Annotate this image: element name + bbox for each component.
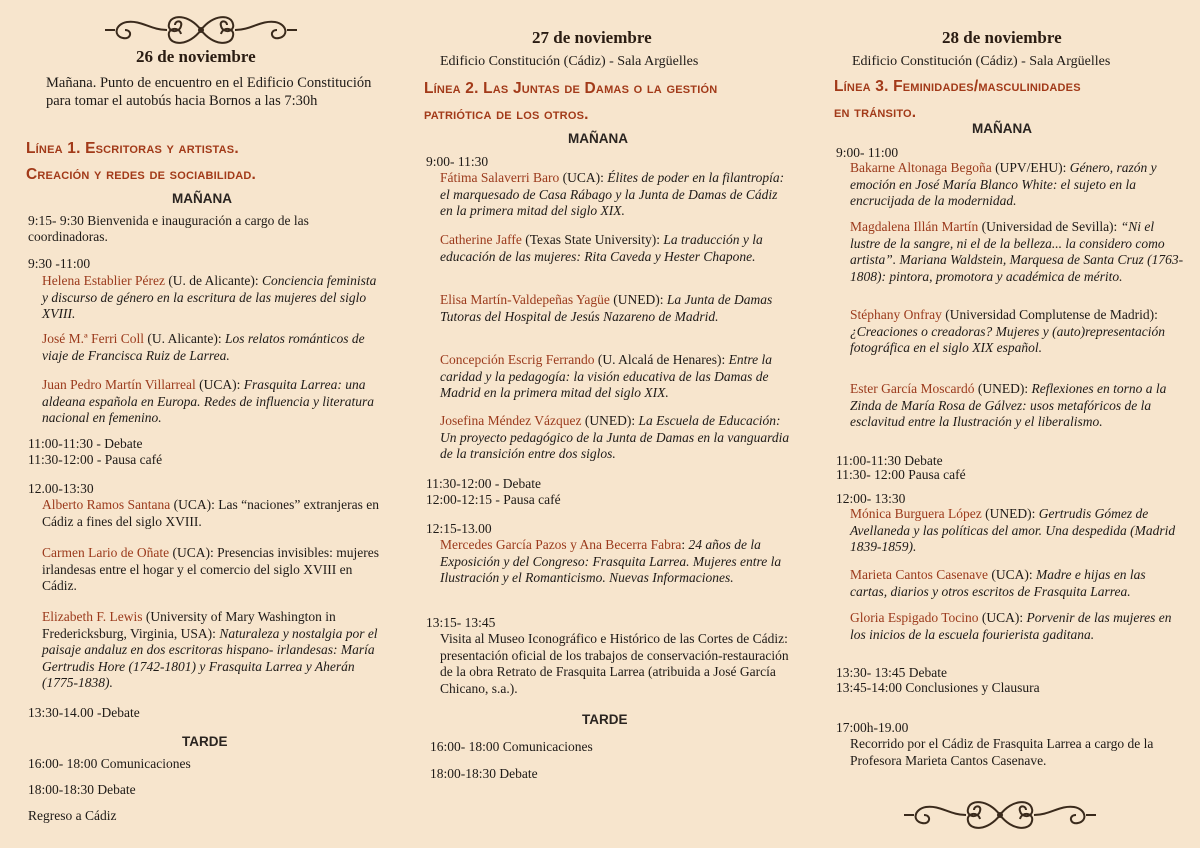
speaker: Elisa Martín-Valdepeñas Yagüe	[440, 292, 610, 307]
talk-item: Mercedes García Pazos y Ana Becerra Fabra: 24 años de la Exposición y del Congreso: Frasquita Larrea. Mujeres entre la Ilustración y el Romanticismo. Nuevas Informaciones.	[440, 537, 782, 585]
speaker: Juan Pedro Martín Villarreal	[42, 377, 196, 392]
talk-item: Josefina Méndez Vázquez (UNED): La Escuela de Educación: Un proyecto pedagógico de la Junta de Damas en la vanguardia de la transición entre dos siglos.	[440, 413, 790, 461]
speaker: Josefina Méndez Vázquez	[440, 413, 582, 428]
schedule-time: 9:00- 11:00	[836, 145, 899, 160]
linea-heading: Línea 2. Las Juntas de Damas o la gestión patriótica de los otros.	[424, 80, 718, 123]
talk-item: Mónica Burguera López (UNED): Gertrudis Gómez de Avellaneda y las políticas del amor. Una despedida (Madrid 1839-1859).	[850, 506, 1176, 554]
tarde-heading: TARDE	[582, 712, 628, 727]
day-title: 26 de noviembre	[136, 47, 256, 66]
talk-item: Elizabeth F. Lewis (University of Mary Washington in Fredericksburg, Virginia, USA): Naturaleza y nostalgia por el paisaje andaluz en dos escritoras hispano- irlandesas: María Gertrudis Hore (1742-1801) y Frasquita Larrea y Aherán (1775-1838).	[42, 609, 378, 690]
talk-item: Bakarne Altonaga Begoña (UPV/EHU): Género, razón y emoción en José María Blanco White: el sujeto en la encrucijada de la modernidad.	[850, 160, 1157, 208]
schedule-time: 13:45-14:00 Conclusiones y Clausura	[836, 680, 1040, 695]
speaker: Mónica Burguera López	[850, 506, 982, 521]
schedule-time: 12:00- 13:30	[836, 491, 906, 506]
column-day-27	[424, 0, 794, 848]
schedule-time: 17:00h-19.00	[836, 720, 909, 735]
speaker: Mercedes García Pazos y Ana Becerra Fabra	[440, 537, 682, 552]
venue-text: Edificio Constitución (Cádiz) - Sala Argüelles	[852, 54, 1111, 69]
column-day-26	[26, 0, 386, 848]
speaker: Magdalena Illán Martín	[850, 219, 979, 234]
talk-item: Ester García Moscardó (UNED): Reflexiones en torno a la Zinda de María Rosa de Gálvez: usos metafóricos de la esclavitud entre la Ilustración y el liberalismo.	[850, 381, 1167, 429]
talk-item: Stéphany Onfray (Universidad Complutense de Madrid):¿Creaciones o creadoras? Mujeres y (auto)representación fotográfica en el siglo XIX español.	[850, 307, 1166, 355]
linea-heading: Línea 1. Escritoras y artistas. Creación y redes de sociabilidad.	[26, 140, 257, 183]
schedule-time: Regreso a Cádiz	[28, 808, 117, 823]
talk-item: Catherine Jaffe (Texas State University): La traducción y la educación de las mujeres: Rita Caveda y Hester Chapone.	[440, 232, 763, 264]
day-title: 27 de noviembre	[532, 28, 652, 47]
schedule-time: 18:00-18:30 Debate	[28, 782, 136, 797]
schedule-time: 16:00- 18:00 Comunicaciones	[430, 739, 593, 754]
schedule-time: 13:15- 13:45	[426, 615, 496, 630]
schedule-time: 13:30- 13:45 Debate	[836, 665, 947, 680]
event-description: Visita al Museo Iconográfico e Histórico de las Cortes de Cádiz: presentación oficial de los trabajos de conservación-restauración de la obra Retrato de Frasquita Larrea (atribuida a José García Chicano, s.a.).	[440, 631, 789, 696]
schedule-time: 13:30-14.00 -Debate	[28, 705, 140, 720]
speaker: Marieta Cantos Casenave	[850, 567, 988, 582]
schedule-time: 12:00-12:15 - Pausa café	[426, 492, 561, 507]
schedule-time: 9:30 -11:00	[28, 256, 91, 271]
event-description: Recorrido por el Cádiz de Frasquita Larrea a cargo de la Profesora Marieta Cantos Casenave.	[850, 736, 1154, 768]
linea-heading: Línea 3. Feminidades/masculinidades en tránsito.	[834, 78, 1081, 121]
manana-heading: MAÑANA	[172, 191, 232, 206]
speaker: Alberto Ramos Santana	[42, 497, 171, 512]
speaker: José M.ª Ferri Coll	[42, 331, 144, 346]
speaker: Gloria Espigado Tocino	[850, 610, 979, 625]
schedule-time: 11:00-11:30 Debate	[836, 453, 943, 468]
talk-item: Helena Establier Pérez (U. de Alicante): Conciencia feminista y discurso de género en la escritura de las mujeres del siglo XVIII.	[42, 273, 377, 321]
speaker: Fátima Salaverri Baro	[440, 170, 560, 185]
schedule-time: 11:30- 12:00 Pausa café	[836, 467, 966, 482]
schedule-time: 11:30-12:00 - Debate	[426, 476, 541, 491]
speaker: Helena Establier Pérez	[42, 273, 165, 288]
schedule-time: 18:00-18:30 Debate	[430, 766, 538, 781]
manana-heading: MAÑANA	[568, 131, 628, 146]
day-title: 28 de noviembre	[942, 28, 1062, 47]
talk-item: Elisa Martín-Valdepeñas Yagüe (UNED): La Junta de Damas Tutoras del Hospital de Jesús Nazareno de Madrid.	[440, 292, 773, 324]
top-ornament-icon	[101, 10, 301, 50]
bottom-ornament-icon	[900, 795, 1100, 835]
talk-item: Carmen Lario de Oñate (UCA): Presencias invisibles: mujeres irlandesas entre el hogar y el comercio del siglo XVIII en Cádiz.	[42, 545, 380, 593]
talk-item: José M.ª Ferri Coll (U. Alicante): Los relatos románticos de viaje de Francisca Ruiz de Larrea.	[42, 331, 365, 363]
intro-text: Mañana. Punto de encuentro en el Edificio Constitución para tomar el autobús hacia Bornos a las 7:30h	[46, 75, 372, 109]
speaker: Carmen Lario de Oñate	[42, 545, 170, 560]
speaker: Concepción Escrig Ferrando	[440, 352, 595, 367]
speaker: Catherine Jaffe	[440, 232, 522, 247]
schedule-time: 12.00-13:30	[28, 481, 94, 496]
column-day-28	[834, 0, 1184, 848]
schedule-time: 11:30-12:00 - Pausa café	[28, 452, 163, 467]
schedule-time: 16:00- 18:00 Comunicaciones	[28, 756, 191, 771]
schedule-time: 9:00- 11:30	[426, 154, 489, 169]
speaker: Stéphany Onfray	[850, 307, 942, 322]
talk-item: Marieta Cantos Casenave (UCA): Madre e hijas en las cartas, diarios y otros escritos de Frasquita Larrea.	[850, 567, 1146, 599]
talk-item: Juan Pedro Martín Villarreal (UCA): Frasquita Larrea: una aldeana española en Europa. Redes de influencia y literatura nacional en femenino.	[42, 377, 375, 425]
talk-item: Gloria Espigado Tocino (UCA): Porvenir de las mujeres en los inicios de la escuela fourierista gaditana.	[850, 610, 1172, 642]
speaker: Bakarne Altonaga Begoña	[850, 160, 992, 175]
speaker: Ester García Moscardó	[850, 381, 975, 396]
manana-heading: MAÑANA	[972, 121, 1032, 136]
tarde-heading: TARDE	[182, 734, 228, 749]
schedule-time: 9:15- 9:30 Bienvenida e inauguración a cargo de las coordinadoras.	[28, 213, 309, 244]
venue-text: Edificio Constitución (Cádiz) - Sala Argüelles	[440, 54, 699, 69]
speaker: Elizabeth F. Lewis	[42, 609, 143, 624]
talk-item: Fátima Salaverri Baro (UCA): Élites de poder en la filantropía: el marquesado de Casa Rábago y la Junta de Damas de Cádiz en la primera mitad del siglo XIX.	[440, 170, 785, 218]
talk-item: Alberto Ramos Santana (UCA): Las “naciones” extranjeras en Cádiz a fines del siglo XVIII.	[42, 497, 380, 529]
talk-item: Concepción Escrig Ferrando (U. Alcalá de Henares): Entre la caridad y la pedagogía: la visión educativa de las Damas de Madrid en la primera mitad del siglo XIX.	[440, 352, 773, 400]
schedule-time: 11:00-11:30 - Debate	[28, 436, 143, 451]
schedule-time: 12:15-13.00	[426, 521, 492, 536]
talk-item: Magdalena Illán Martín (Universidad de Sevilla): “Ni el lustre de la sangre, ni el de la belleza... la considero como artista”. Mariana Waldstein, Marquesa de Santa Cruz (1763-1808): pintora, promotora y académica de mérito.	[850, 219, 1184, 284]
